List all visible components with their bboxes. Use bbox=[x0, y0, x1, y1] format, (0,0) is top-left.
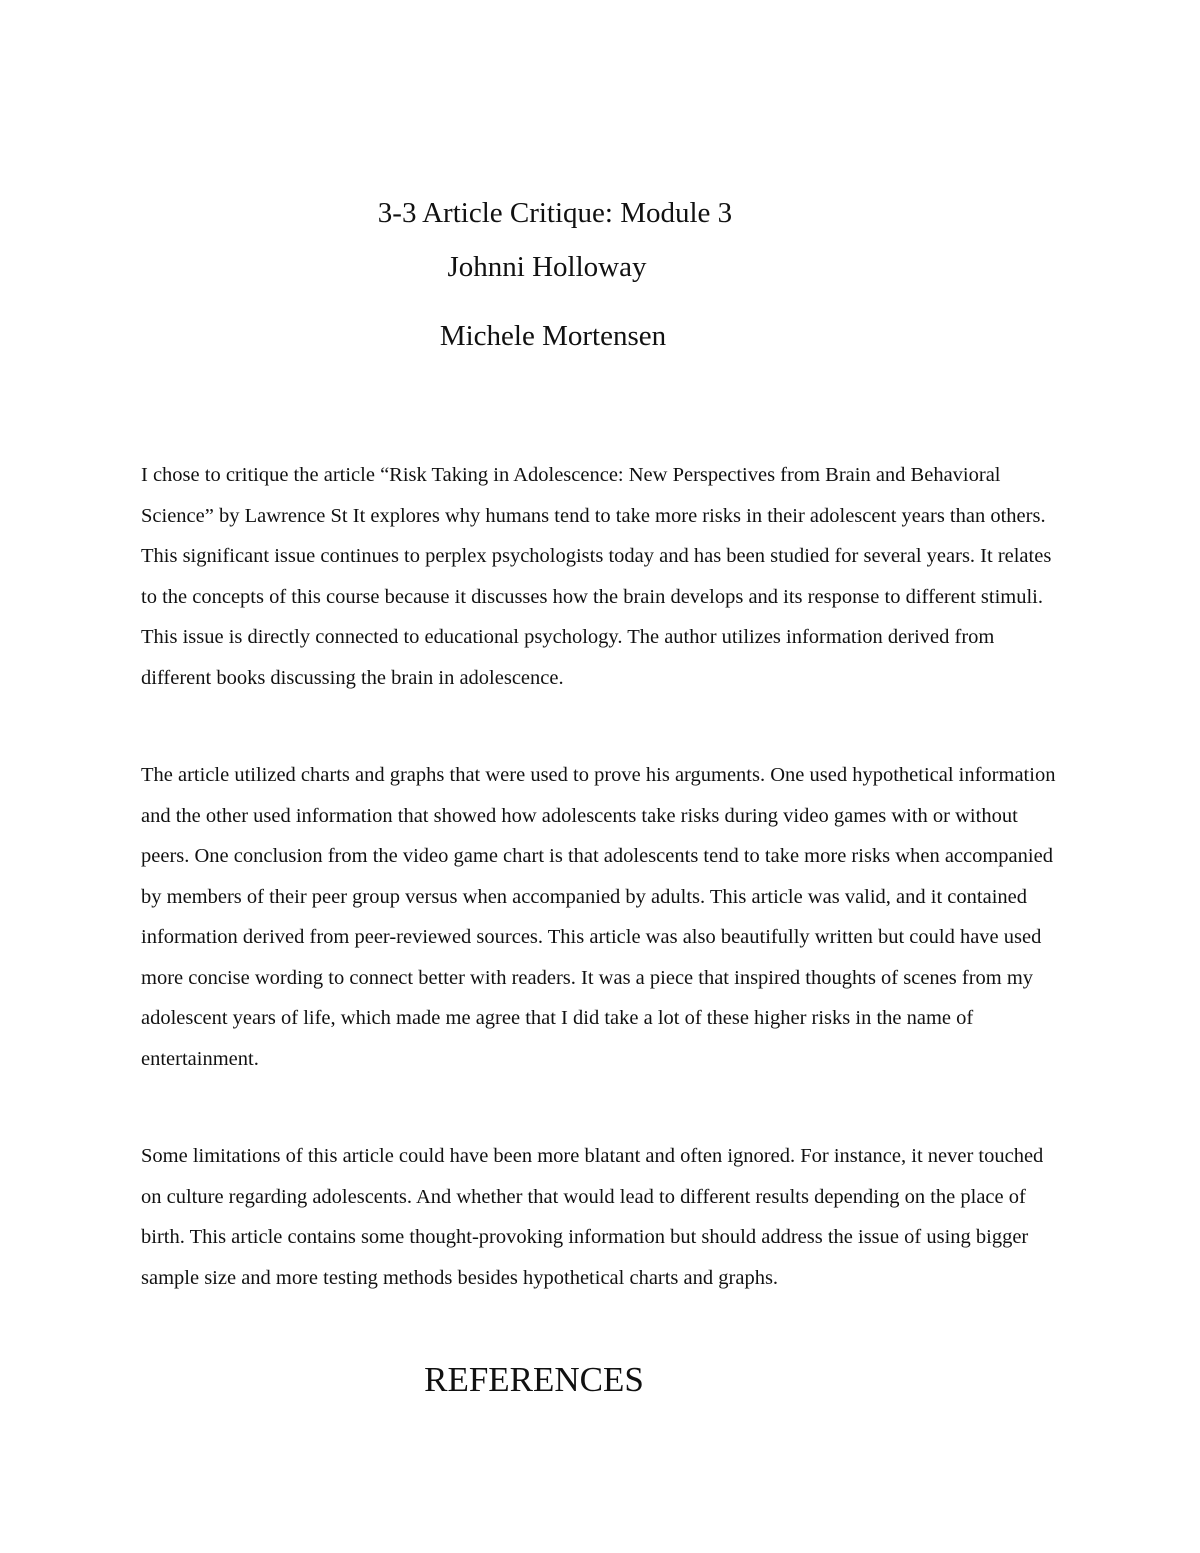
document-title: 3-3 Article Critique: Module 3 bbox=[377, 197, 733, 229]
references-heading: REFERENCES bbox=[424, 1360, 644, 1399]
paragraph-analysis: The article utilized charts and graphs that were used to prove his arguments. One used hypothetical information and the other used information that showed how adolescents take risks during video games with or without peers. One conclusion from the video game chart is that adolescents tend to take more risks when accompanied by members of their peer group versus when accompanied by adults. This article was valid, and it contained information derived from peer-reviewed sources. This article was also beautifully written but could have used more concise wording to connect better with readers. It was a piece that inspired thoughts of scenes from my adolescent years of life, which made me agree that I did take a lot of these higher risks in the name of entertainment. bbox=[141, 764, 1056, 1070]
instructor-name: Michele Mortensen bbox=[439, 320, 667, 352]
author-name: Johnni Holloway bbox=[447, 251, 647, 283]
paragraph-introduction: I chose to critique the article “Risk Taking in Adolescence: New Perspectives from Brain and Behavioral Science” by Lawrence St It explores why humans tend to take more risks in their adolescent years than others. This significant issue continues to perplex psychologists today and has been studied for several years. It relates to the concepts of this course because it discusses how the brain develops and its response to different stimuli. This issue is directly connected to educational psychology. The author utilizes information derived from different books discussing the brain in adolescence. bbox=[141, 464, 1052, 689]
paragraph-limitations: Some limitations of this article could have been more blatant and often ignored. For instance, it never touched on culture regarding adolescents. And whether that would lead to different results depending on the place of birth. This article contains some thought-provoking information but should address the issue of using bigger sample size and more testing methods besides hypothetical charts and graphs. bbox=[141, 1145, 1044, 1289]
